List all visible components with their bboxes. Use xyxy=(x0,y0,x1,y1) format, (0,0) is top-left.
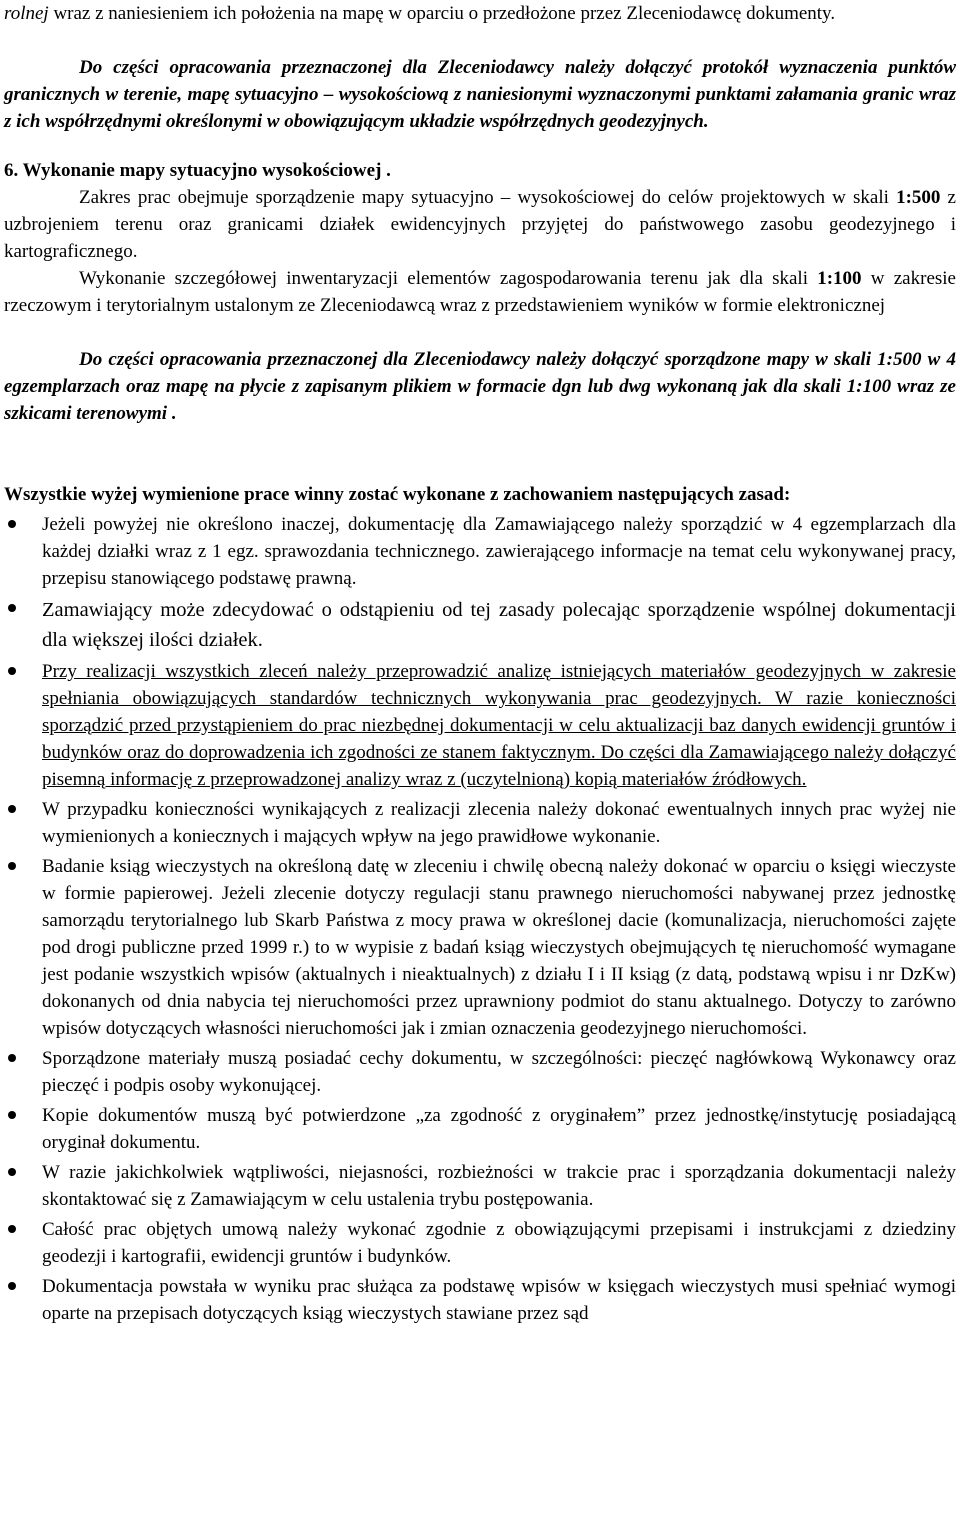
bullet-icon xyxy=(8,1168,16,1176)
section-6-p2-text-a: Wykonanie szczegółowej inwentaryzacji elementów zagospodarowania terenu jak dla skali xyxy=(79,268,818,289)
bullet-icon xyxy=(8,604,16,612)
list-item-text: Sporządzone materiały muszą posiadać cechy dokumentu, w szczególności: pieczęć nagłówkową Wykonawcy oraz pieczęć i podpis osoby wykonującej. xyxy=(42,1048,956,1096)
section-6-p1-scale: 1:500 xyxy=(896,187,941,208)
list-item-text: Jeżeli powyżej nie określono inaczej, dokumentację dla Zamawiającego należy sporządzić w 4 egzemplarzach dla każdej działki wraz z 1 egz. sprawozdania technicznego. zawierającego informacje na temat celu wykonywanej pracy, przepisu stanowiącego podstawę prawną. xyxy=(42,514,956,589)
list-item-text: W razie jakichkolwiek wątpliwości, niejasności, rozbieżności w trakcie prac i sporządzania dokumentacji należy skontaktować się z Zamawiającym w celu ustalenia trybu postępowania. xyxy=(42,1162,956,1210)
bullet-icon xyxy=(8,1111,16,1119)
list-item xyxy=(4,511,956,592)
section-6-p1-text-b: z uzbrojeniem terenu oraz granicami działek ewidencyjnych przyjętej do państwowego zasobu geodezyjnego i kartograficznego. xyxy=(4,187,956,262)
list-item-text: Kopie dokumentów muszą być potwierdzone „za zgodność z oryginałem” przez jednostkę/instytucję posiadającą oryginał dokumentu. xyxy=(42,1105,956,1153)
list-item-text: Zamawiający może zdecydować o odstąpieniu od tej zasady polecając sporządzenie wspólnej dokumentacji dla większej ilości działek. xyxy=(42,599,956,651)
top-continuation xyxy=(4,0,956,27)
list-item xyxy=(4,1159,956,1213)
list-item xyxy=(4,1273,956,1327)
top-continuation-text: wraz z naniesieniem ich położenia na mapę w oparciu o przedłożone przez Zleceniodawcę dokumenty. xyxy=(48,3,836,24)
list-item-text: Dokumentacja powstała w wyniku prac służąca za podstawę wpisów w księgach wieczystych musi spełniać wymogi oparte na przepisach dotyczących ksiąg wieczystych stawiane przez sąd xyxy=(42,1276,956,1324)
list-item xyxy=(4,658,956,793)
list-item xyxy=(4,595,956,655)
bullet-icon xyxy=(8,1225,16,1233)
list-item xyxy=(4,1045,956,1099)
bullet-icon xyxy=(8,1282,16,1290)
list-item xyxy=(4,1216,956,1270)
bullet-icon xyxy=(8,1054,16,1062)
section-6-p2-text-b: w zakresie rzeczowym i terytorialnym ustalonym ze Zleceniodawcą wraz z przedstawieniem wyników w formie elektronicznej xyxy=(4,268,956,316)
bullet-icon xyxy=(8,520,16,528)
list-item xyxy=(4,1102,956,1156)
zasady-intro: Wszystkie wyżej wymienione prace winny zostać wykonane z zachowaniem następujących zasad: xyxy=(4,484,791,505)
section-6-paragraph-2 xyxy=(4,265,956,319)
section-6-paragraph-1 xyxy=(4,184,956,265)
bullet-icon xyxy=(8,805,16,813)
section-6-p1-text-a: Zakres prac obejmuje sporządzenie mapy sytuacyjno – wysokościowej do celów projektowych w skali xyxy=(79,187,897,208)
list-item xyxy=(4,853,956,1042)
list-item-text: Całość prac objętych umową należy wykonać zgodnie z obowiązującymi przepisami i instrukcjami z dziedziny geodezji i kartografii, ewidencji gruntów i budynków. xyxy=(42,1219,956,1267)
list-item xyxy=(4,796,956,850)
bullet-icon xyxy=(8,667,16,675)
section-6-paragraph-3: Do części opracowania przeznaczonej dla Zleceniodawcy należy dołączyć sporządzone mapy w skali 1:500 w 4 egzemplarzach oraz mapę na płycie z zapisanym plikiem w formacie dgn lub dwg wykonaną jak dla skali 1:100 wraz ze szkicami terenowymi . xyxy=(4,349,956,424)
zasady-list xyxy=(4,511,956,1327)
section-6-p2-scale: 1:100 xyxy=(817,268,862,289)
top-italic-word: rolnej xyxy=(4,3,49,24)
section-6-heading: 6. Wykonanie mapy sytuacyjno wysokościowej . xyxy=(4,160,391,181)
paragraph-protokol: Do części opracowania przeznaczonej dla Zleceniodawcy należy dołączyć protokół wyznaczenia punktów granicznych w terenie, mapę sytuacyjno – wysokościową z naniesionymi wyznaczonymi punktami załamania granic wraz z ich współrzędnymi określonymi w obowiązującym układzie współrzędnych geodezyjnych. xyxy=(4,57,956,132)
list-item-text: Przy realizacji wszystkich zleceń należy przeprowadzić analizę istniejących materiałów geodezyjnych w zakresie spełniania obowiązujących standardów technicznych wykonywania prac geodezyjnych. W razie konieczności sporządzić przed przystąpieniem do prac niezbędnej dokumentacji w celu aktualizacji baz danych ewidencji gruntów i budynków oraz do doprowadzenia ich zgodności ze stanem faktycznym. Do części dla Zamawiającego należy dołączyć pisemną informację z przeprowadzonej analizy wraz z (uczytelnioną) kopią materiałów źródłowych. xyxy=(42,661,956,790)
bullet-icon xyxy=(8,862,16,870)
list-item-text: W przypadku konieczności wynikających z realizacji zlecenia należy dokonać ewentualnych innych prac wyżej nie wymienionych a koniecznych i mających wpływ na jego prawidłowe wykonanie. xyxy=(42,799,956,847)
list-item-text: Badanie ksiąg wieczystych na określoną datę w zleceniu i chwilę obecną należy dokonać w oparciu o księgi wieczyste w formie papierowej. Jeżeli zlecenie dotyczy regulacji stanu prawnego nieruchomości nabywanej przez jednostkę samorządu terytorialnego lub Skarb Państwa z mocy prawa w określonej dacie (komunalizacja, nieruchomości zajęte pod drogi publiczne przed 1999 r.) to w wypisie z badań ksiąg wieczystych obejmujących tę nieruchomość wymagane jest podanie wszystkich wpisów (aktualnych i nieaktualnych) z działu I i II ksiąg (z datą, podstawą wpisu i nr DzKw) dokonanych od dnia nabycia tej nieruchomości przez uprawniony podmiot do stanu aktualnego. Dotyczy to zarówno wpisów dotyczących własności nieruchomości jak i zmian oznaczenia geodezyjnego nieruchomości. xyxy=(42,856,956,1039)
